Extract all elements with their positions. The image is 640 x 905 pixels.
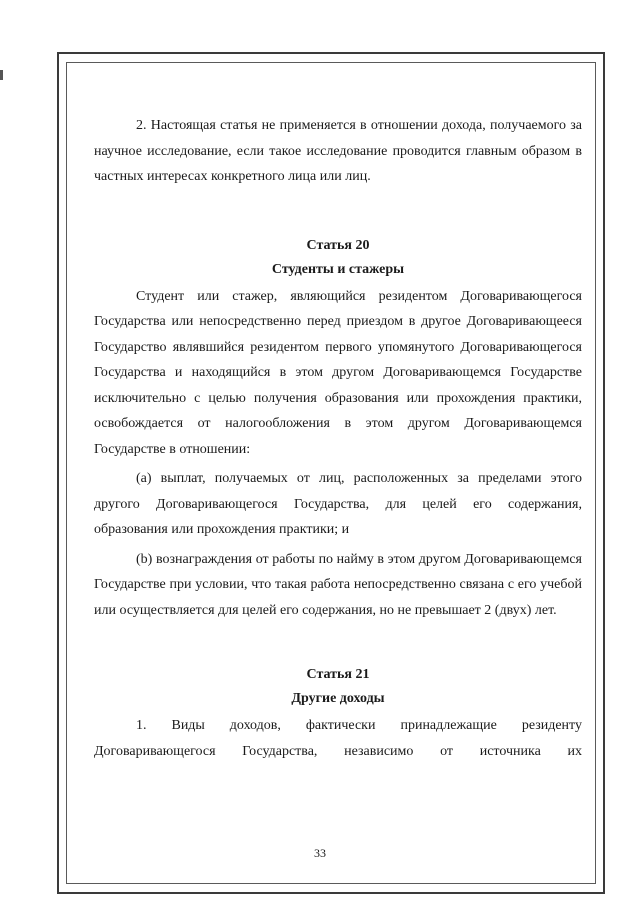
paragraph-item-a: (a) выплат, получаемых от лиц, расположенных за пределами этого другого Договаривающегося Государства, для целей его содержания, образования или прохождения практики; и <box>94 471 582 537</box>
paragraph-students-trainees: Студент или стажер, являющийся резидентом Договаривающегося Государства или непосредственно перед приездом в другое Договаривающееся Государство являвшийся резидентом первого упомянутого Договаривающегося Государства и находящийся в этом другом Договаривающемся Государстве исключительно с целью получения образования или прохождения практики, освобождается от налогообложения в этом другом Договаривающемся Государстве в отношении: <box>94 288 582 457</box>
article-21-subtitle: Другие доходы <box>291 691 385 706</box>
paragraph-research-income: 2. Настоящая статья не применяется в отношении дохода, получаемого за научное исследование, если такое исследование проводится главным образом в частных интересах конкретного лица или лиц. <box>94 118 582 184</box>
article-20-title: Статья 20 <box>306 237 370 253</box>
scan-edge-mark <box>0 70 3 80</box>
paragraph-item-b: (b) вознаграждения от работы по найму в этом другом Договаривающемся Государстве при условии, что такая работа непосредственно связана с его учебой или осуществляется для целей его содержания, но не превышает 2 (двух) лет. <box>94 551 582 618</box>
article-20-subtitle: Студенты и стажеры <box>271 261 405 277</box>
paragraph-other-income: 1. Виды доходов, фактически принадлежащие резиденту Договаривающегося Государства, независимо от источника их <box>94 718 582 759</box>
page-number: 33 <box>314 846 326 860</box>
page-content <box>94 113 582 764</box>
article-21-title: Статья 21 <box>306 667 370 682</box>
